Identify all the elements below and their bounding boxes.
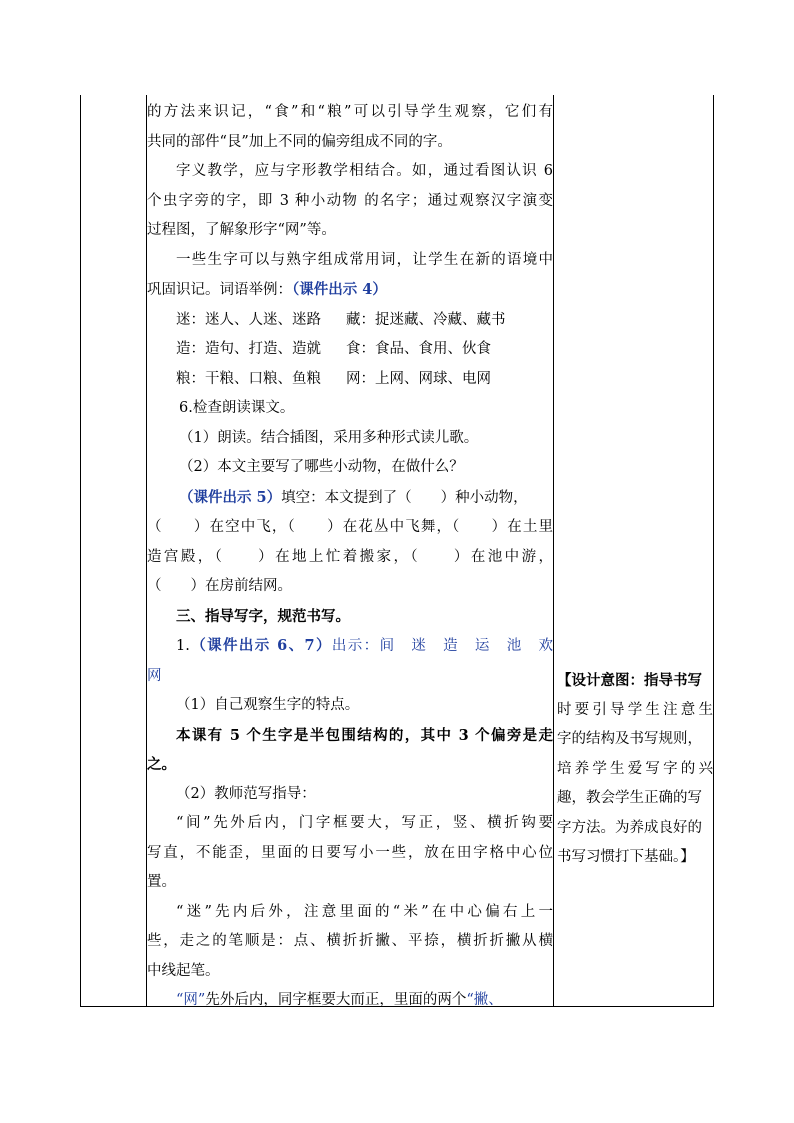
text-line: 网 (147, 667, 162, 684)
text: 填空：本文提到了（ ）种小动物， (281, 489, 528, 506)
text-line: （2）本文主要写了哪些小动物，在做什么？ (179, 459, 464, 475)
table-border-left (80, 95, 81, 1007)
courseware-ref: （课件出示 6、7） (189, 637, 332, 654)
vocab-item: 粮：干粮、口粮、鱼粮 (176, 370, 321, 387)
text-line: 本课有 5 个生字是半包围结构的，其中 3 个偏旁是走 (176, 726, 553, 744)
text-line: 趣，教会学生正确的写 (557, 790, 702, 806)
courseware-ref: （课件出示 4） (292, 281, 387, 298)
text-line: 之。 (147, 756, 176, 773)
vocab-row (147, 335, 553, 365)
text-line (147, 986, 553, 1016)
design-intent (557, 666, 713, 873)
vocab-item: 造：造句、打造、造就 (176, 341, 321, 357)
text: “网” (176, 992, 206, 1008)
text: 1. (176, 638, 190, 654)
vocab-item: 藏：捉迷藏、冷藏、藏书 (346, 311, 506, 328)
table-border-right (713, 95, 714, 1007)
vocab-row (147, 365, 553, 395)
text-line: 共同的部件“艮”加上不同的偏旁组成不同的字。 (147, 133, 452, 150)
table-border-col2 (553, 95, 554, 1007)
text-line: 造宫殿，（ ）在地上忙着搬家，（ ）在池中游， (147, 548, 553, 565)
text-line: “迷”先内后外，注意里面的“米”在中心偏右上一 (176, 903, 553, 920)
text-line: （2）教师范写指导： (176, 785, 316, 802)
text-line: 写直，不能歪，里面的日要写小一些，放在田字格中心位 (147, 844, 553, 861)
text-line: 字方法。为养成良好的 (557, 819, 702, 836)
text: 先外后内，同字框要大而正，里面的两个 (205, 992, 467, 1008)
text-line: （ ）在空中飞，（ ）在花丛中飞舞，（ ）在土里 (147, 519, 553, 535)
text-line: 中线起笔。 (147, 962, 220, 979)
text-line (147, 483, 553, 514)
vocab-row (147, 306, 553, 336)
text-line: （1）朗读。结合插图，采用多种形式读儿歌。 (179, 429, 479, 446)
vocab-item: 网：上网、网球、电网 (346, 370, 491, 387)
text-line (147, 275, 553, 306)
text-line: 时要引导学生注意生 (557, 701, 713, 718)
text-line: 过程图，了解象形字“网”等。 (147, 222, 336, 238)
courseware-ref: （课件出示 5） (179, 488, 282, 506)
vocab-item: 食：食品、食用、伙食 (346, 341, 491, 357)
text-line (147, 631, 553, 662)
text-line: 书写习惯打下基础。】 (557, 849, 695, 865)
text-line: 【设计意图：指导书写 (557, 672, 702, 689)
text-line: 培养学生爱写字的兴 (557, 760, 713, 777)
lesson-content (147, 98, 553, 1016)
text: “撇、 (466, 992, 503, 1008)
section-heading: 三、指导写字，规范书写。 (176, 607, 350, 625)
text-line: 字义教学，应与字形教学相结合。如，通过看图认识 6 (176, 163, 553, 179)
text-line: 6.检查朗读课文。 (179, 400, 295, 416)
text-line: 的方法来识记，“食”和“粮”可以引导学生观察，它们有 (147, 104, 553, 120)
text-line: 些，走之的笔顺是：点、横折折撇、平捺，横折折撇从横 (147, 933, 553, 949)
text-line: 字的结构及书写规则， (557, 731, 702, 747)
text-line: 个虫字旁的字，即 3 种小动物 的名字；通过观察汉字演变 (147, 192, 553, 209)
text: 出示：间 迷 造 运 池 欢 (331, 638, 553, 654)
vocab-item: 迷：迷人、人迷、迷路 (176, 311, 321, 328)
text-line: 置。 (147, 874, 176, 890)
text-line: （ ）在房前结网。 (147, 578, 292, 594)
text-line: 一些生字可以与熟字组成常用词，让学生在新的语境中 (176, 251, 553, 268)
text-line: “间”先外后内，门字框要大，写正，竖、横折钩要 (176, 815, 553, 831)
text: 巩固识记。词语举例： (147, 282, 292, 298)
text-line: （1）自己观察生字的特点。 (176, 697, 360, 713)
